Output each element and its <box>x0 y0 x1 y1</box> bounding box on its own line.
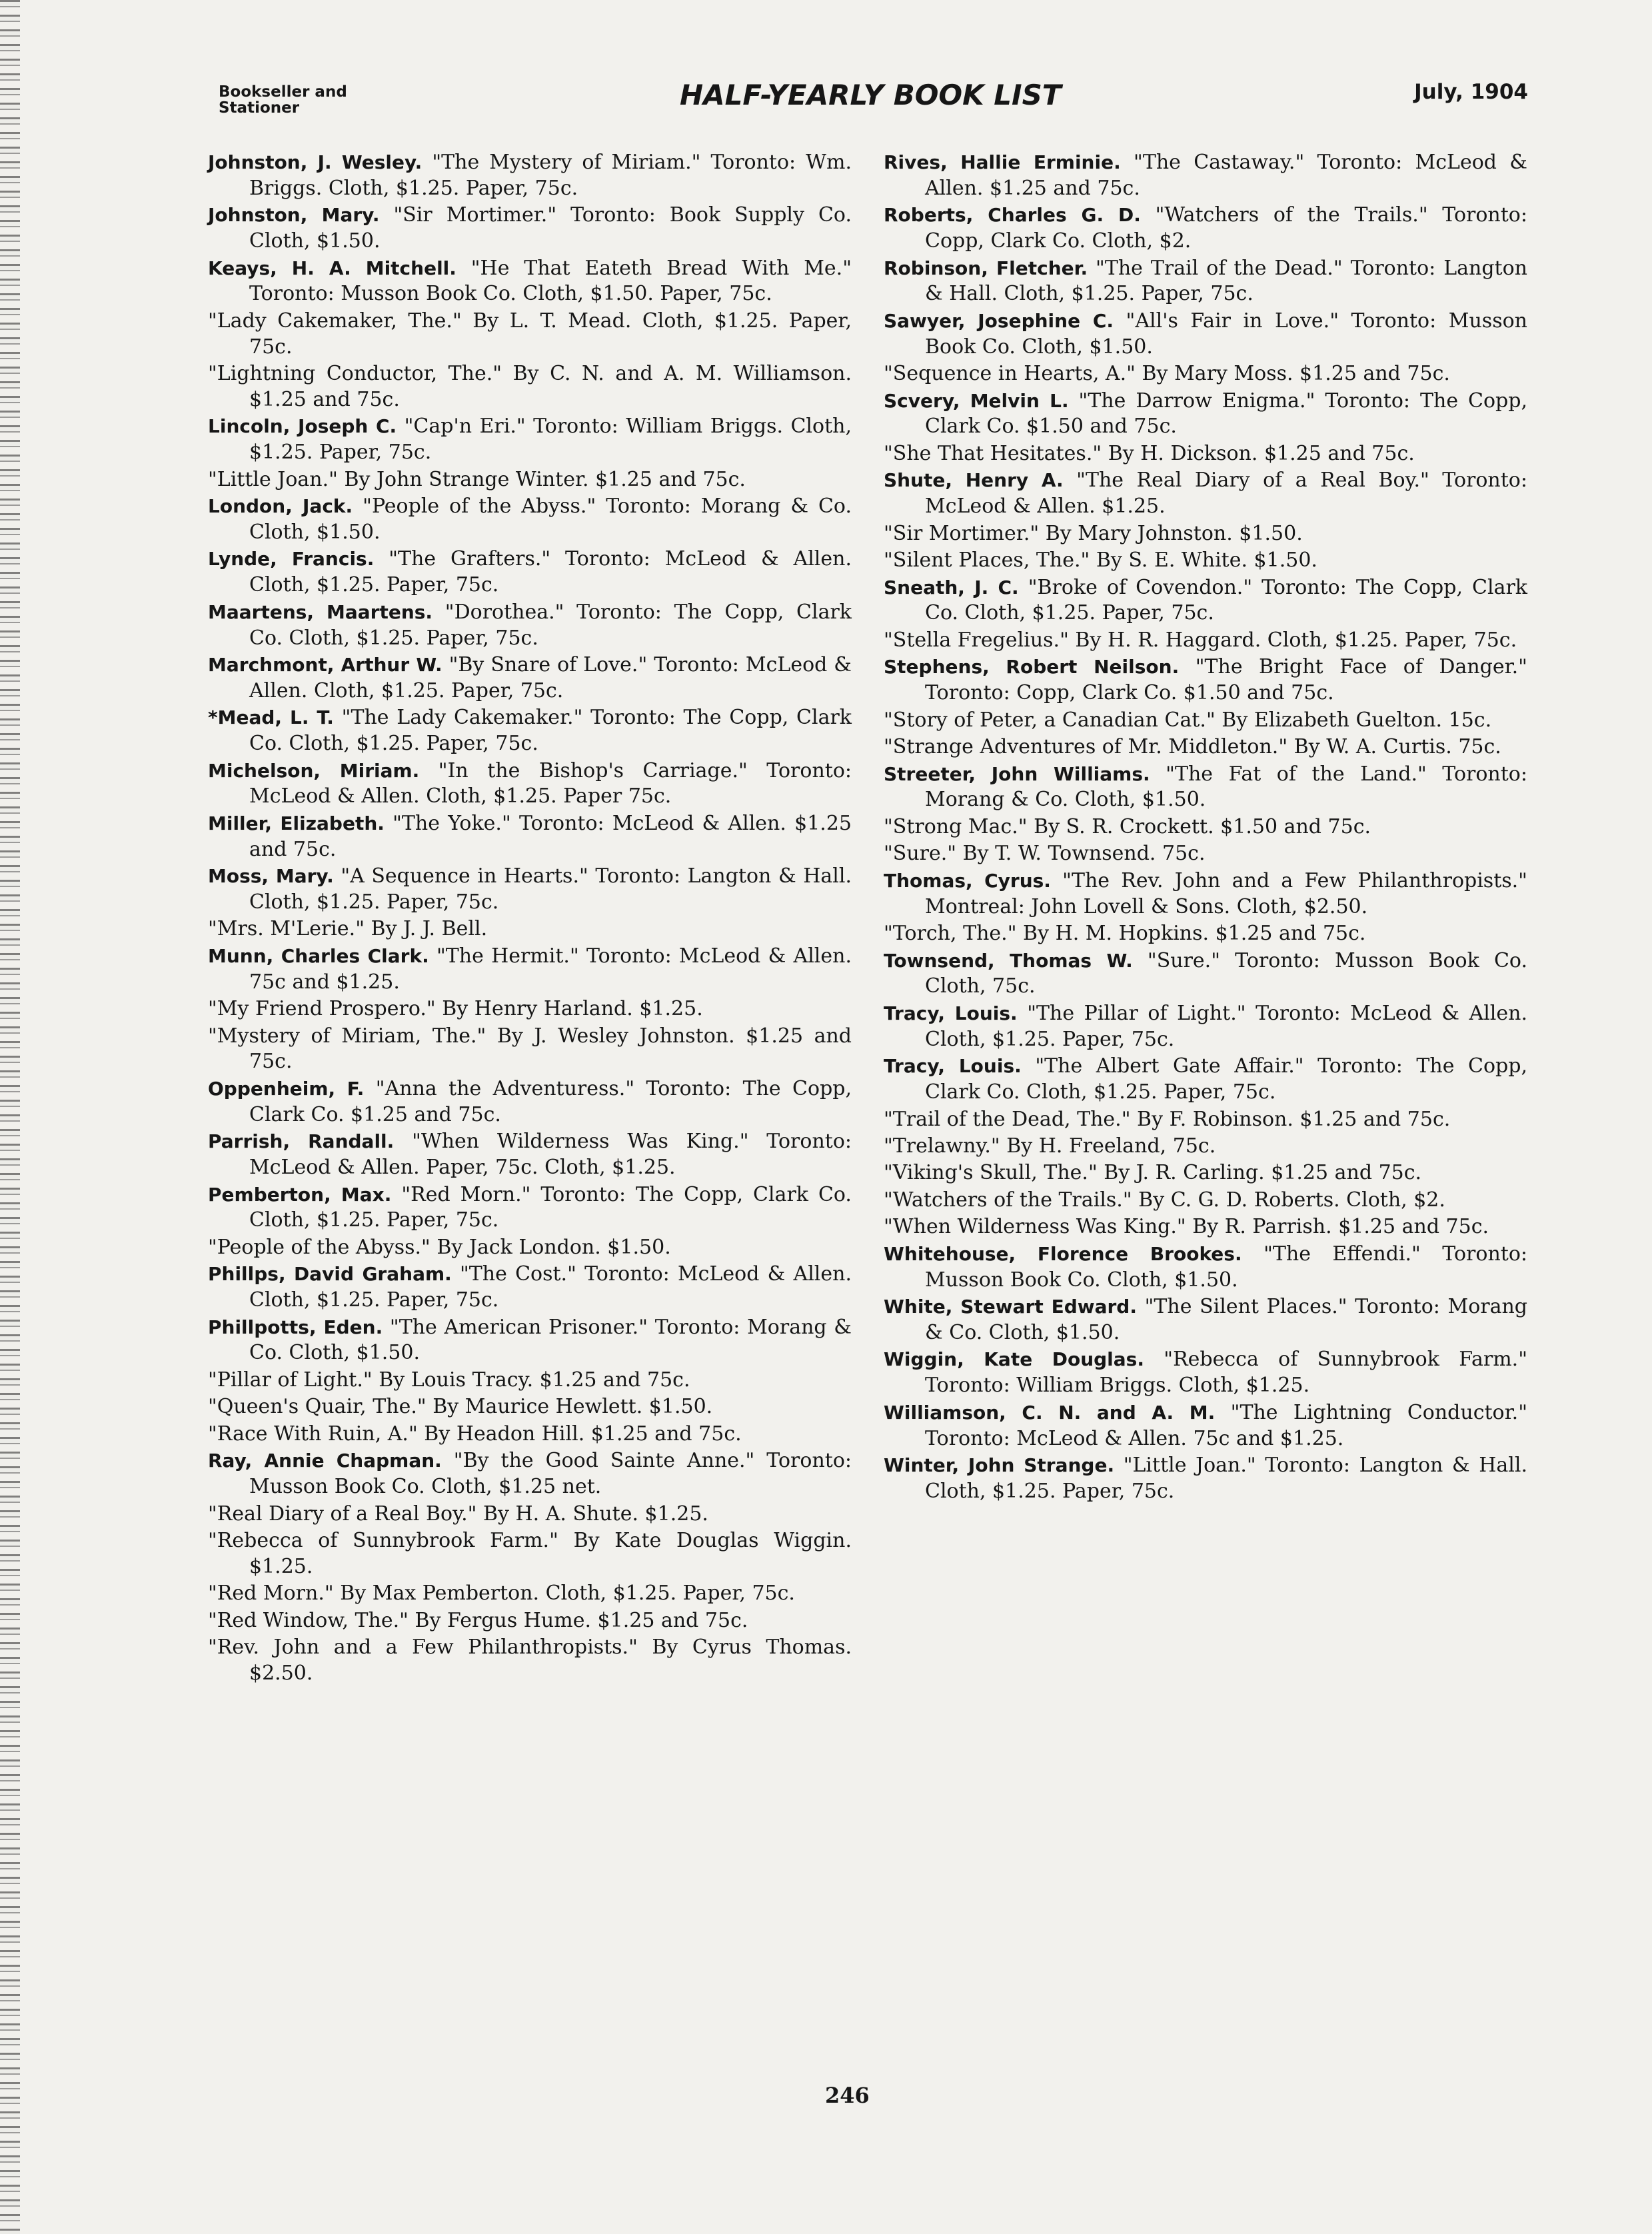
book-entry <box>884 1188 1527 1214</box>
book-entry <box>208 944 852 996</box>
entry-details: "He That Eateth Bread With Me." Toronto: Musson Book Co. Cloth, $1.50. Paper, 75c. <box>249 256 852 306</box>
book-entry <box>208 203 852 255</box>
entry-details: "Anna the Adventuress." Toronto: The Copp, Clark Co. $1.25 and 75c. <box>249 1076 852 1126</box>
entry-details: "Trelawny." By H. Freeland, 75c. <box>884 1134 1216 1158</box>
entry-author: Johnston, Mary. <box>208 204 380 227</box>
book-entry <box>884 1294 1527 1346</box>
book-entry <box>208 547 852 598</box>
entry-details: "Strong Mac." By S. R. Crockett. $1.50 and 75c. <box>884 814 1371 838</box>
left-column <box>208 150 852 1688</box>
book-entry <box>884 814 1527 840</box>
entry-details: "By Snare of Love." Toronto: McLeod & Allen. Cloth, $1.25. Paper, 75c. <box>249 653 852 702</box>
entry-details: "Watchers of the Trails." By C. G. D. Roberts. Cloth, $2. <box>884 1188 1445 1212</box>
entry-author: Keays, H. A. Mitchell. <box>208 257 456 279</box>
entry-author: Scvery, Melvin L. <box>884 389 1069 412</box>
entry-author: Marchmont, Arthur W. <box>208 654 442 676</box>
entry-details: "Rev. John and a Few Philanthropists." By Cyrus Thomas. $2.50. <box>208 1636 852 1685</box>
entry-author: Lynde, Francis. <box>208 548 375 570</box>
book-entry <box>208 864 852 916</box>
book-entry <box>208 758 852 810</box>
book-entry <box>884 948 1527 1000</box>
entry-details: "The Silent Places." Toronto: Morang & Co. Cloth, $1.50. <box>925 1295 1528 1344</box>
book-entry <box>884 521 1527 547</box>
book-entry <box>208 1394 852 1420</box>
entry-details: "Watchers of the Trails." Toronto: Copp, Clark Co. Cloth, $2. <box>925 203 1527 253</box>
entry-details: "The Trail of the Dead." Toronto: Langton & Hall. Cloth, $1.25. Paper, 75c. <box>925 256 1527 306</box>
page-title: HALF-YEARLY BOOK LIST <box>680 79 1062 111</box>
book-entry <box>208 705 852 757</box>
book-entry <box>884 762 1527 814</box>
entry-author: Moss, Mary. <box>208 865 334 888</box>
book-entry <box>884 468 1527 520</box>
entry-details: "The Castaway." Toronto: McLeod & Allen. $1.25 and 75c. <box>925 151 1527 200</box>
entry-details: "By the Good Sainte Anne." Toronto: Musson Book Co. Cloth, $1.25 net. <box>249 1449 852 1499</box>
book-entry <box>884 389 1527 441</box>
running-head-date: July, 1904 <box>1414 80 1528 104</box>
book-entry <box>884 708 1527 734</box>
book-entry <box>884 628 1527 654</box>
entry-details: "Sequence in Hearts, A." By Mary Moss. $1.25 and 75c. <box>884 362 1450 386</box>
book-entry <box>884 1400 1527 1452</box>
book-entry <box>208 1448 852 1500</box>
entry-author: Lincoln, Joseph C. <box>208 415 397 438</box>
entry-details: "All's Fair in Love." Toronto: Musson Book Co. Cloth, $1.50. <box>925 309 1527 359</box>
entry-details: "Strange Adventures of Mr. Middleton." By W. A. Curtis. 75c. <box>884 735 1501 759</box>
entry-details: "Rebecca of Sunnybrook Farm." By Kate Douglas Wiggin. $1.25. <box>208 1529 852 1578</box>
book-entry <box>884 1453 1527 1505</box>
entry-author: Rives, Hallie Erminie. <box>884 151 1121 173</box>
book-entry <box>208 494 852 546</box>
entry-details: "The Rev. John and a Few Philanthropists." Montreal: John Lovell & Sons. Cloth, $2.50. <box>925 868 1527 918</box>
entry-details: "The Fat of the Land." Toronto: Morang & Co. Cloth, $1.50. <box>925 762 1527 812</box>
book-entry <box>884 1054 1527 1106</box>
scan-binding-edge <box>0 0 20 2234</box>
entry-details: "Broke of Covendon." Toronto: The Copp, Clark Co. Cloth, $1.25. Paper, 75c. <box>925 575 1527 625</box>
entry-details: "The Albert Gate Affair." Toronto: The Copp, Clark Co. Cloth, $1.25. Paper, 75c. <box>925 1054 1527 1104</box>
entry-details: "Silent Places, The." By S. E. White. $1.50. <box>884 549 1317 572</box>
book-entry <box>884 575 1527 627</box>
book-entry <box>208 1024 852 1076</box>
book-entry <box>884 150 1527 202</box>
book-entry <box>884 1134 1527 1160</box>
entry-author: Pemberton, Max. <box>208 1183 392 1206</box>
entry-details: "Viking's Skull, The." By J. R. Carling. $1.25 and 75c. <box>884 1161 1422 1185</box>
book-entry <box>208 256 852 308</box>
entry-author: Maartens, Maartens. <box>208 600 433 623</box>
book-entry <box>884 256 1527 308</box>
book-entry <box>208 1235 852 1261</box>
entry-details: "Red Morn." Toronto: The Copp, Clark Co. Cloth, $1.25. Paper, 75c. <box>249 1182 852 1232</box>
entry-author: *Mead, L. T. <box>208 706 334 729</box>
entry-details: "The Lady Cakemaker." Toronto: The Copp, Clark Co. Cloth, $1.25. Paper, 75c. <box>249 706 852 756</box>
running-head-publication: Bookseller and Stationer <box>219 83 347 117</box>
entry-details: "Real Diary of a Real Boy." By H. A. Shute. $1.25. <box>208 1502 708 1526</box>
entry-details: "The Yoke." Toronto: McLeod & Allen. $1.25 and 75c. <box>249 811 852 861</box>
book-entry <box>884 921 1527 947</box>
entry-author: Ray, Annie Chapman. <box>208 1450 442 1472</box>
book-entry <box>208 652 852 704</box>
entry-details: "The American Prisoner." Toronto: Morang & Co. Cloth, $1.50. <box>249 1315 852 1365</box>
book-entry <box>208 150 852 202</box>
book-entry <box>208 1315 852 1367</box>
entry-details: "The Cost." Toronto: McLeod & Allen. Cloth, $1.25. Paper, 75c. <box>249 1262 852 1312</box>
entry-details: "Queen's Quair, The." By Maurice Hewlett. $1.50. <box>208 1395 713 1419</box>
entry-author: Streeter, John Williams. <box>884 762 1150 785</box>
book-entry <box>884 361 1527 387</box>
entry-details: "When Wilderness Was King." Toronto: McLeod & Allen. Paper, 75c. Cloth, $1.25. <box>249 1130 852 1180</box>
entry-details: "Red Window, The." By Fergus Hume. $1.25 and 75c. <box>208 1608 748 1632</box>
entry-details: "When Wilderness Was King." By R. Parrish. $1.25 and 75c. <box>884 1215 1489 1239</box>
entry-details: "Lightning Conductor, The." By C. N. and A. M. Williamson. $1.25 and 75c. <box>208 362 852 411</box>
entry-author: Johnston, J. Wesley. <box>208 151 422 173</box>
entry-author: Townsend, Thomas W. <box>884 949 1133 972</box>
entry-author: White, Stewart Edward. <box>884 1296 1137 1318</box>
entry-details: "The Mystery of Miriam." Toronto: Wm. Briggs. Cloth, $1.25. Paper, 75c. <box>249 151 852 200</box>
book-entry <box>208 600 852 652</box>
entry-details: "The Real Diary of a Real Boy." Toronto: McLeod & Allen. $1.25. <box>925 469 1527 519</box>
book-entry <box>208 361 852 413</box>
book-entry <box>208 414 852 466</box>
entry-details: "The Grafters." Toronto: McLeod & Allen. Cloth, $1.25. Paper, 75c. <box>249 547 852 597</box>
book-entry <box>884 309 1527 361</box>
entry-details: "Story of Peter, a Canadian Cat." By Elizabeth Guelton. 15c. <box>884 708 1492 732</box>
entry-author: Wiggin, Kate Douglas. <box>884 1348 1144 1371</box>
book-entry <box>208 811 852 863</box>
book-entry <box>208 1368 852 1394</box>
book-entry <box>884 868 1527 920</box>
book-entry <box>884 654 1527 706</box>
entry-details: "Lady Cakemaker, The." By L. T. Mead. Cloth, $1.25. Paper, 75c. <box>208 309 852 359</box>
entry-author: Munn, Charles Clark. <box>208 944 429 967</box>
entry-details: "Sir Mortimer." Toronto: Book Supply Co. Cloth, $1.50. <box>249 203 852 253</box>
book-entry <box>884 841 1527 867</box>
entry-details: "The Bright Face of Danger." Toronto: Copp, Clark Co. $1.50 and 75c. <box>925 655 1527 705</box>
entry-author: Tracy, Louis. <box>884 1055 1022 1078</box>
entry-author: Phillps, David Graham. <box>208 1263 452 1286</box>
entry-details: "The Darrow Enigma." Toronto: The Copp, Clark Co. $1.50 and 75c. <box>925 389 1527 439</box>
entry-details: "Mystery of Miriam, The." By J. Wesley Johnston. $1.25 and 75c. <box>208 1024 852 1074</box>
entry-details: "People of the Abyss." Toronto: Morang & Co. Cloth, $1.50. <box>249 495 852 544</box>
entry-details: "Sure." By T. W. Townsend. 75c. <box>884 842 1206 866</box>
book-entry <box>208 1635 852 1687</box>
book-entry <box>884 441 1527 467</box>
entry-author: Shute, Henry A. <box>884 469 1064 492</box>
book-entry <box>884 548 1527 574</box>
entry-details: "Red Morn." By Max Pemberton. Cloth, $1.25. Paper, 75c. <box>208 1582 795 1606</box>
entry-author: Sawyer, Josephine C. <box>884 309 1114 332</box>
book-entry <box>884 1242 1527 1294</box>
entry-details: "Dorothea." Toronto: The Copp, Clark Co. Cloth, $1.25. Paper, 75c. <box>249 600 852 650</box>
entry-details: "Little Joan." Toronto: Langton & Hall. Cloth, $1.25. Paper, 75c. <box>925 1454 1527 1503</box>
entry-details: "Sure." Toronto: Musson Book Co. Cloth, 75c. <box>925 948 1527 998</box>
entry-author: Roberts, Charles G. D. <box>884 204 1141 227</box>
entry-details: "Race With Ruin, A." By Headon Hill. $1.25 and 75c. <box>208 1422 742 1446</box>
entry-author: Whitehouse, Florence Brookes. <box>884 1242 1242 1265</box>
book-entry <box>884 734 1527 760</box>
entry-details: "Pillar of Light." By Louis Tracy. $1.25 and 75c. <box>208 1368 690 1392</box>
book-entry <box>208 996 852 1022</box>
book-entry <box>208 1528 852 1580</box>
entry-details: "Stella Fregelius." By H. R. Haggard. Cloth, $1.25. Paper, 75c. <box>884 628 1517 652</box>
entry-author: Sneath, J. C. <box>884 576 1019 598</box>
entry-details: "The Lightning Conductor." Toronto: McLeod & Allen. 75c and $1.25. <box>925 1400 1527 1450</box>
entry-author: Oppenheim, F. <box>208 1077 365 1100</box>
entry-author: Robinson, Fletcher. <box>884 257 1088 279</box>
entry-details: "In the Bishop's Carriage." Toronto: McLeod & Allen. Cloth, $1.25. Paper 75c. <box>249 758 852 808</box>
right-column <box>884 150 1527 1506</box>
entry-details: "My Friend Prospero." By Henry Harland. $1.25. <box>208 997 703 1021</box>
page-number: 246 <box>825 2083 870 2108</box>
entry-details: "Sir Mortimer." By Mary Johnston. $1.50. <box>884 521 1303 545</box>
book-entry <box>208 467 852 493</box>
book-entry <box>208 1581 852 1607</box>
entry-details: "Trail of the Dead, The." By F. Robinson. $1.25 and 75c. <box>884 1107 1451 1131</box>
book-entry <box>208 1262 852 1314</box>
book-entry <box>208 1608 852 1634</box>
entry-details: "Mrs. M'Lerie." By J. J. Bell. <box>208 917 488 941</box>
book-entry <box>208 1502 852 1528</box>
entry-details: "Torch, The." By H. M. Hopkins. $1.25 and 75c. <box>884 922 1366 946</box>
entry-details: "Rebecca of Sunnybrook Farm." Toronto: William Briggs. Cloth, $1.25. <box>925 1348 1527 1398</box>
book-entry <box>208 309 852 361</box>
entry-author: Tracy, Louis. <box>884 1002 1018 1024</box>
book-entry <box>884 203 1527 255</box>
book-entry <box>208 1129 852 1181</box>
entry-author: Miller, Elizabeth. <box>208 812 385 834</box>
book-entry <box>884 1214 1527 1240</box>
book-entry <box>884 1347 1527 1399</box>
book-entry <box>208 1182 852 1234</box>
book-entry <box>208 916 852 942</box>
entry-details: "A Sequence in Hearts." Toronto: Langton & Hall. Cloth, $1.25. Paper, 75c. <box>249 864 852 914</box>
entry-author: Michelson, Miriam. <box>208 759 420 782</box>
book-entry <box>884 1001 1527 1053</box>
entry-details: "Little Joan." By John Strange Winter. $1.25 and 75c. <box>208 467 746 491</box>
entry-author: London, Jack. <box>208 495 353 518</box>
entry-details: "The Pillar of Light." Toronto: McLeod & Allen. Cloth, $1.25. Paper, 75c. <box>925 1001 1527 1051</box>
book-entry <box>884 1160 1527 1186</box>
book-entry <box>208 1422 852 1448</box>
entry-details: "People of the Abyss." By Jack London. $1.50. <box>208 1235 671 1259</box>
book-entry <box>884 1107 1527 1133</box>
entry-author: Thomas, Cyrus. <box>884 869 1051 892</box>
entry-author: Parrish, Randall. <box>208 1130 395 1153</box>
entry-details: "Cap'n Eri." Toronto: William Briggs. Cloth, $1.25. Paper, 75c. <box>249 415 852 465</box>
entry-author: Phillpotts, Eden. <box>208 1316 383 1338</box>
entry-details: "The Effendi." Toronto: Musson Book Co. Cloth, $1.50. <box>925 1242 1527 1292</box>
entry-author: Winter, John Strange. <box>884 1454 1115 1477</box>
entry-details: "She That Hesitates." By H. Dickson. $1.25 and 75c. <box>884 441 1415 465</box>
entry-details: "The Hermit." Toronto: McLeod & Allen. 75c and $1.25. <box>249 944 852 994</box>
book-entry <box>208 1076 852 1128</box>
entry-author: Williamson, C. N. and A. M. <box>884 1401 1216 1424</box>
entry-author: Stephens, Robert Neilson. <box>884 656 1180 678</box>
